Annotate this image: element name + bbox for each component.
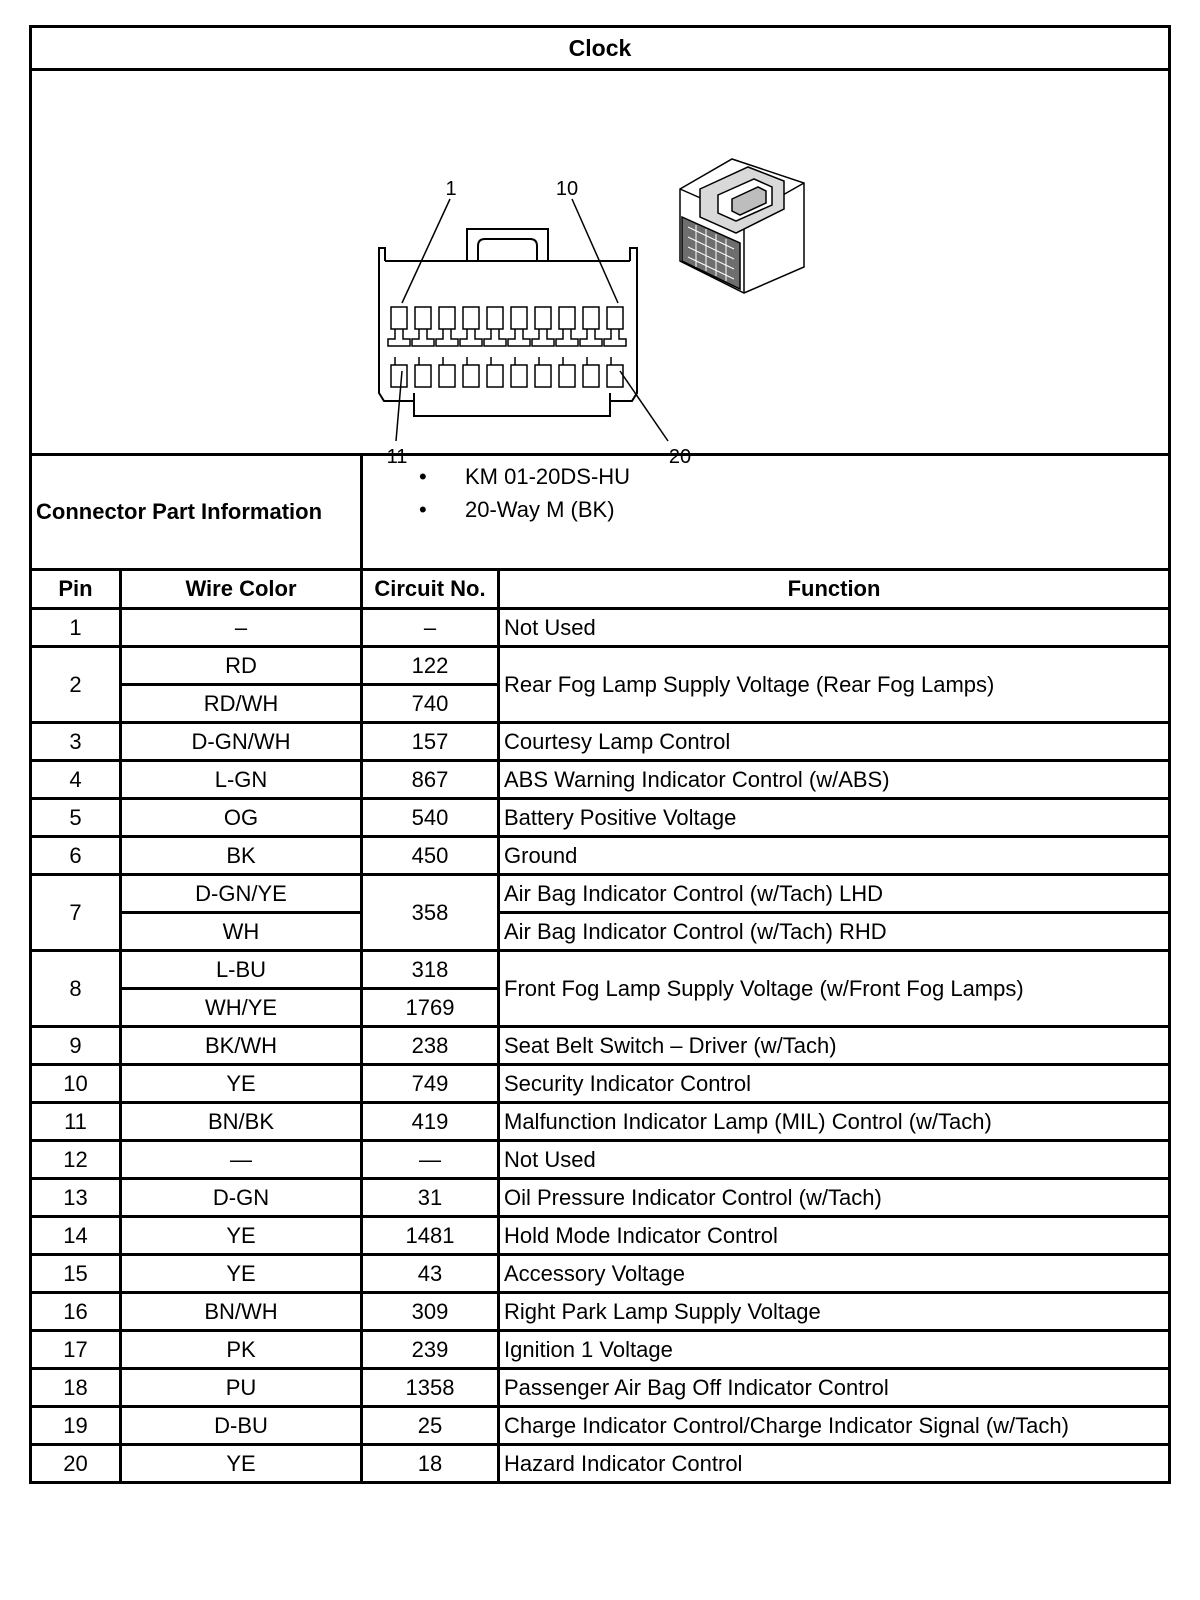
wire-color: OG — [121, 799, 362, 837]
pin-function: Rear Fog Lamp Supply Voltage (Rear Fog Lamps) — [499, 647, 1170, 723]
table-row — [31, 951, 1170, 989]
wire-color: D-GN — [121, 1179, 362, 1217]
circuit-number: 238 — [362, 1027, 499, 1065]
pin-cavity — [535, 307, 551, 329]
pin-cavity-latch — [508, 329, 530, 346]
pin-function: ABS Warning Indicator Control (w/ABS) — [499, 761, 1170, 799]
pin-number: 6 — [31, 837, 121, 875]
connector-diagram — [31, 70, 1170, 468]
table-row — [31, 761, 1170, 799]
pin-function: Ground — [499, 837, 1170, 875]
pin-function: Ignition 1 Voltage — [499, 1331, 1170, 1369]
pin-number: 8 — [31, 951, 121, 1027]
pin-number: 17 — [31, 1331, 121, 1369]
pin-cavity-latch — [436, 329, 458, 346]
pin-cavity-latch — [388, 329, 410, 346]
pin-cavity — [439, 365, 455, 387]
table-row — [31, 1407, 1170, 1445]
circuit-number: 25 — [362, 1407, 499, 1445]
circuit-number: 239 — [362, 1331, 499, 1369]
pin-number: 15 — [31, 1255, 121, 1293]
header-circuit-no: Circuit No. — [362, 570, 499, 609]
wire-color: L-BU — [121, 951, 362, 989]
circuit-number: 1769 — [362, 989, 499, 1027]
pin-cavity-latch — [484, 329, 506, 346]
circuit-number: 450 — [362, 837, 499, 875]
pin-function: Security Indicator Control — [499, 1065, 1170, 1103]
page-title: Clock — [31, 27, 1170, 70]
pin-cavity-latch — [412, 329, 434, 346]
pin-cavity — [607, 307, 623, 329]
connector-latch — [467, 229, 548, 261]
pin-cavity-latch — [580, 329, 602, 346]
table-row — [31, 723, 1170, 761]
wire-color: WH/YE — [121, 989, 362, 1027]
circuit-number: 122 — [362, 647, 499, 685]
wire-color: PK — [121, 1331, 362, 1369]
circuit-number: 540 — [362, 799, 499, 837]
table-row — [31, 1065, 1170, 1103]
callout-label-1: 1 — [445, 178, 457, 200]
circuit-number: 1358 — [362, 1369, 499, 1407]
pin-cavity-latch — [604, 329, 626, 346]
table-row — [31, 1217, 1170, 1255]
callout-label-10: 10 — [555, 178, 579, 200]
pin-function: Charge Indicator Control/Charge Indicator Signal (w/Tach) — [499, 1407, 1170, 1445]
pin-number: 5 — [31, 799, 121, 837]
table-row — [31, 1179, 1170, 1217]
pin-cavity — [487, 365, 503, 387]
header-pin: Pin — [31, 570, 121, 609]
header-wire-color: Wire Color — [121, 570, 362, 609]
pin-cavity-latch — [556, 329, 578, 346]
circuit-number: 749 — [362, 1065, 499, 1103]
pin-number: 2 — [31, 647, 121, 723]
pin-number: 14 — [31, 1217, 121, 1255]
pin-cavity — [487, 307, 503, 329]
connector-housing — [379, 248, 637, 416]
wire-color: BK — [121, 837, 362, 875]
pin-function: Courtesy Lamp Control — [499, 723, 1170, 761]
pin-cavity — [391, 365, 407, 387]
wire-color: YE — [121, 1255, 362, 1293]
table-row — [31, 1293, 1170, 1331]
pin-cavity — [559, 365, 575, 387]
wire-color: D-BU — [121, 1407, 362, 1445]
pin-number: 12 — [31, 1141, 121, 1179]
part-number: • KM 01-20DS-HU — [419, 466, 1168, 499]
pin-cavity-latch — [460, 329, 482, 346]
table-row — [31, 1027, 1170, 1065]
pin-number: 11 — [31, 1103, 121, 1141]
header-table — [29, 25, 1171, 1484]
wire-color: RD/WH — [121, 685, 362, 723]
wire-color: BN/WH — [121, 1293, 362, 1331]
table-row — [31, 875, 1170, 913]
pin-function: Front Fog Lamp Supply Voltage (w/Front Fog Lamps) — [499, 951, 1170, 1027]
wire-color: YE — [121, 1217, 362, 1255]
pin-table — [31, 609, 1170, 1483]
wire-color: YE — [121, 1065, 362, 1103]
pin-function: Hazard Indicator Control — [499, 1445, 1170, 1483]
table-row — [31, 1331, 1170, 1369]
connector-face-view — [32, 71, 1168, 468]
circuit-number: 867 — [362, 761, 499, 799]
callout-line-20 — [620, 371, 668, 441]
table-row — [31, 609, 1170, 647]
wire-color: – — [121, 609, 362, 647]
pin-cavity — [463, 307, 479, 329]
pin-function: Malfunction Indicator Lamp (MIL) Control (w/Tach) — [499, 1103, 1170, 1141]
pin-cavity — [607, 365, 623, 387]
pin-cavity — [535, 365, 551, 387]
pin-number: 10 — [31, 1065, 121, 1103]
connector-type: • 20-Way M (BK) — [419, 499, 1168, 532]
table-row — [31, 647, 1170, 685]
table-row — [31, 1103, 1170, 1141]
pin-function: Oil Pressure Indicator Control (w/Tach) — [499, 1179, 1170, 1217]
wire-color: D-GN/YE — [121, 875, 362, 913]
pin-function: Passenger Air Bag Off Indicator Control — [499, 1369, 1170, 1407]
pin-cavity — [439, 307, 455, 329]
column-headers — [31, 570, 1170, 609]
pin-cavity — [583, 365, 599, 387]
wire-color: WH — [121, 913, 362, 951]
circuit-number: — — [362, 1141, 499, 1179]
circuit-number: 740 — [362, 685, 499, 723]
pin-number: 1 — [31, 609, 121, 647]
circuit-number: 31 — [362, 1179, 499, 1217]
pin-number: 13 — [31, 1179, 121, 1217]
wire-color: YE — [121, 1445, 362, 1483]
pin-function: Seat Belt Switch – Driver (w/Tach) — [499, 1027, 1170, 1065]
pin-number: 16 — [31, 1293, 121, 1331]
pin-cavity-latch — [532, 329, 554, 346]
wire-color: D-GN/WH — [121, 723, 362, 761]
table-row — [31, 1141, 1170, 1179]
connector-part-info-label: Connector Part Information — [31, 455, 362, 570]
pin-number: 3 — [31, 723, 121, 761]
pin-cavity — [511, 307, 527, 329]
pin-number: 4 — [31, 761, 121, 799]
header-function: Function — [499, 570, 1170, 609]
pin-function: Air Bag Indicator Control (w/Tach) LHD — [499, 875, 1170, 913]
pin-number: 7 — [31, 875, 121, 951]
circuit-number: 358 — [362, 875, 499, 951]
connector-part-info — [362, 455, 1170, 570]
circuit-number: 1481 — [362, 1217, 499, 1255]
circuit-number: 18 — [362, 1445, 499, 1483]
connector-skirt — [414, 393, 610, 401]
pin-cavity — [463, 365, 479, 387]
table-row — [31, 1445, 1170, 1483]
circuit-number: 419 — [362, 1103, 499, 1141]
pin-cavity — [559, 307, 575, 329]
pin-cavity — [583, 307, 599, 329]
table-row — [31, 1255, 1170, 1293]
circuit-number: 318 — [362, 951, 499, 989]
pin-function: Accessory Voltage — [499, 1255, 1170, 1293]
table-row — [31, 913, 1170, 951]
circuit-number: – — [362, 609, 499, 647]
pin-function: Not Used — [499, 609, 1170, 647]
wire-color: BN/BK — [121, 1103, 362, 1141]
pin-number: 20 — [31, 1445, 121, 1483]
wire-color: RD — [121, 647, 362, 685]
pin-function: Not Used — [499, 1141, 1170, 1179]
connector-sheet — [29, 25, 1171, 1484]
wire-color: PU — [121, 1369, 362, 1407]
connector-3d-icon — [680, 159, 804, 293]
callout-label-20: 20 — [668, 446, 692, 468]
pin-cavity — [415, 307, 431, 329]
table-row — [31, 1369, 1170, 1407]
pin-function: Right Park Lamp Supply Voltage — [499, 1293, 1170, 1331]
pin-cavity — [391, 307, 407, 329]
pin-number: 9 — [31, 1027, 121, 1065]
callout-label-11: 11 — [386, 446, 408, 468]
pin-function: Air Bag Indicator Control (w/Tach) RHD — [499, 913, 1170, 951]
pin-number: 18 — [31, 1369, 121, 1407]
circuit-number: 43 — [362, 1255, 499, 1293]
wire-color: BK/WH — [121, 1027, 362, 1065]
pin-cavity — [415, 365, 431, 387]
wire-color: L-GN — [121, 761, 362, 799]
pin-number: 19 — [31, 1407, 121, 1445]
pin-cavity — [511, 365, 527, 387]
pin-cavities — [388, 307, 626, 387]
wire-color: — — [121, 1141, 362, 1179]
callout-line-1 — [402, 199, 450, 303]
circuit-number: 309 — [362, 1293, 499, 1331]
table-row — [31, 799, 1170, 837]
table-row — [31, 837, 1170, 875]
pin-function: Battery Positive Voltage — [499, 799, 1170, 837]
circuit-number: 157 — [362, 723, 499, 761]
callout-line-10 — [572, 199, 618, 303]
pin-function: Hold Mode Indicator Control — [499, 1217, 1170, 1255]
